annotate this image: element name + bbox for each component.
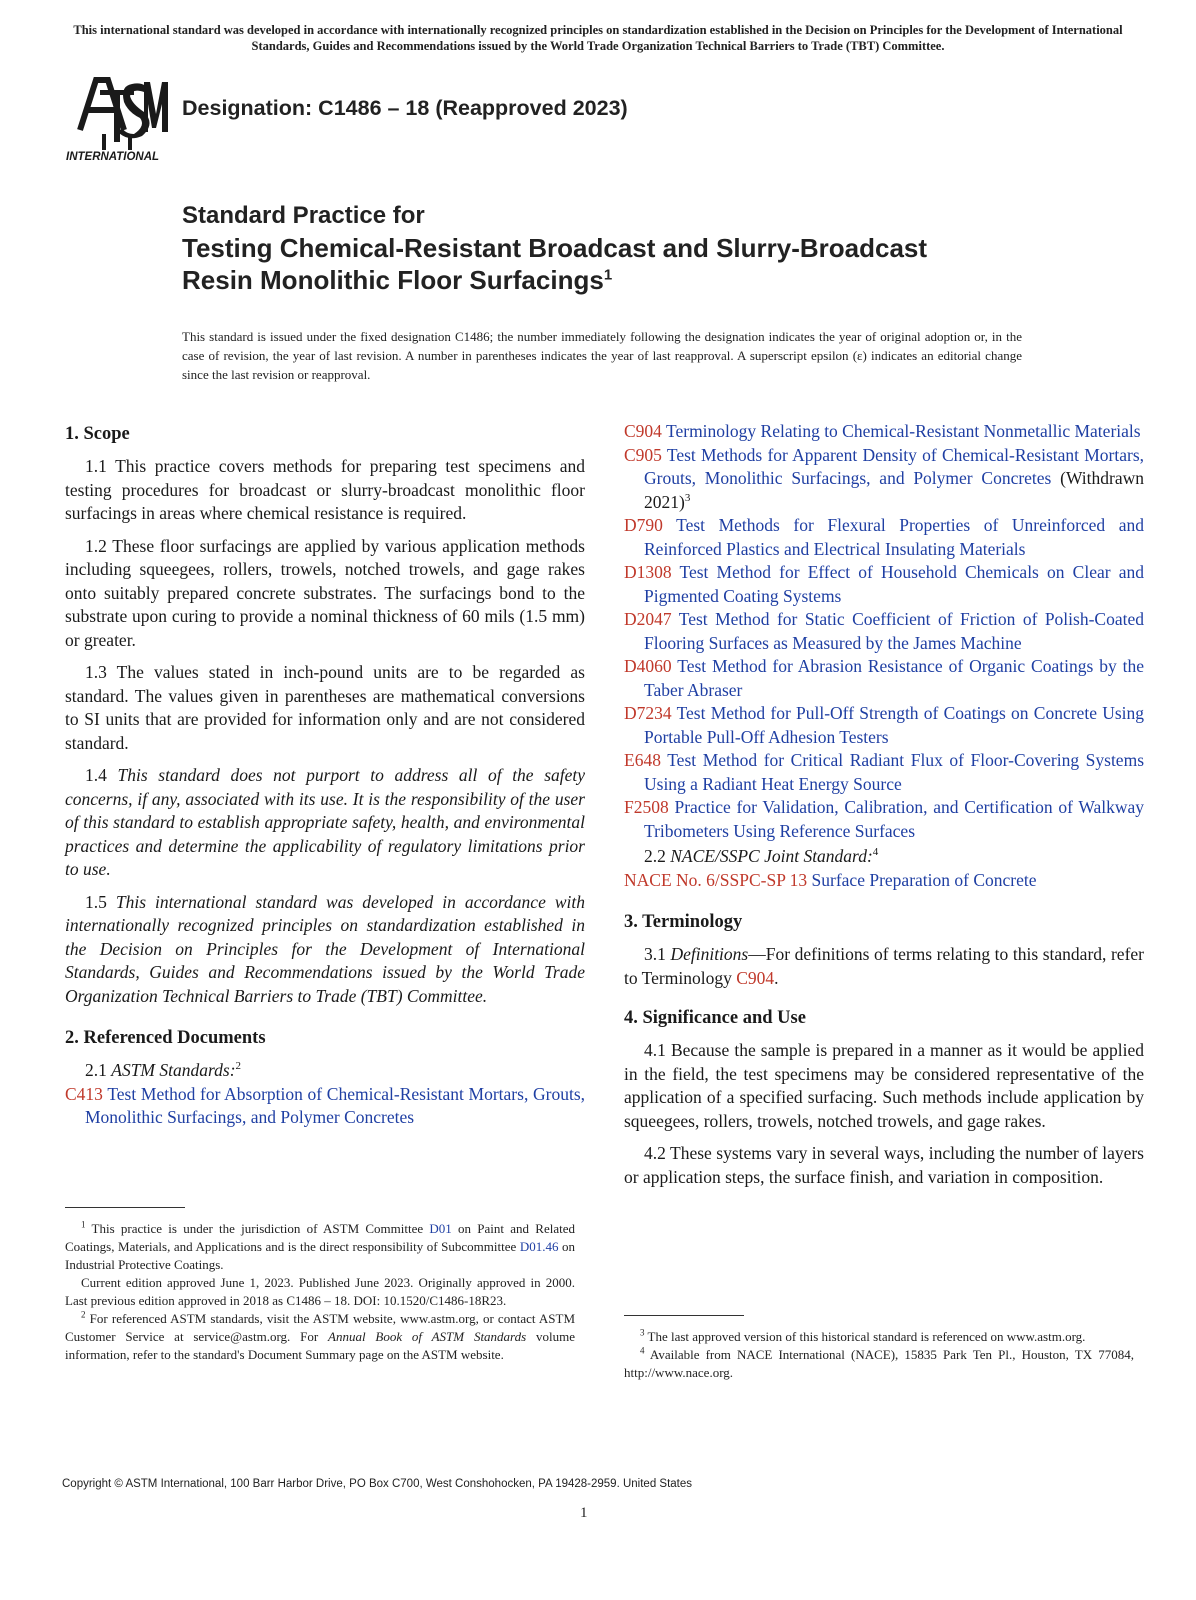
ref-d4060[interactable]: D4060 Test Method for Abrasion Resistance of Organic Coatings by the Taber Abraser	[624, 656, 1144, 700]
designation: Designation: C1486 – 18 (Reapproved 2023)	[182, 96, 628, 120]
scope-1-5: 1.5 This international standard was developed in accordance with internationally recognized principles on standardization established in the Decision on Principles for the Development of International Standards, Guides and Recommendations issued by the World Trade Organization Technical Barriers to Trade (TBT) Committee.	[65, 891, 586, 1006]
footnotes-right: $^3$ The last approved version of this historical standard is referenced on www.astm.org. $^4$ Available from NACE International (NACE), 15835 Park Ten Pl., Houston, TX 77084, http://www.nace.org.	[624, 1327, 1134, 1380]
ref-e648[interactable]: E648 Test Method for Critical Radiant Flux of Floor-Covering Systems Using a Radiant Heat Energy Source	[624, 750, 1145, 794]
ref-d790[interactable]: D790 Test Methods for Flexural Properties of Unreinforced and Reinforced Plastics and Electrical Insulating Materials	[624, 515, 1145, 559]
scope-1-4: 1.4 This standard does not purport to address all of the safety concerns, if any, associated with its use. It is the responsibility of the user of this standard to establish appropriate safety, health, and environmental practices and determine the applicability of regulatory limitations prior to use.	[65, 765, 586, 879]
ref-d7234[interactable]: D7234 Test Method for Pull-Off Strength of Coatings on Concrete Using Portable Pull-Off Adhesion Testers	[624, 703, 1144, 747]
right-column	[624, 420, 1144, 1198]
page-number: 1	[580, 1505, 588, 1521]
significance-4-1: 4.1 Because the sample is prepared in a manner as it would be applied in the field, the test specimens may be considered representative of the application of a specified surfacing. Such methods include application by squeegees, rollers, trowels, notched trowels, and gage rakes.	[624, 1040, 1144, 1131]
astm-standards-label: 2.1 ASTM Standards:$^2$	[85, 1060, 242, 1080]
tbt-notice: This international standard was developed in accordance with internationally recognized principles on standardization established in the Decision on Principles for the Development of International Standards, Guides and Recommendations issued by the World Trade Organization Technical Barriers to Trade (TBT) Committee.	[73, 23, 1123, 53]
scope-1-3: 1.3 The values stated in inch-pound units are to be regarded as standard. The values given in parentheses are mathematical conversions to SI units that are provided for information only and are not considered standard.	[65, 662, 585, 753]
scope-1-2: 1.2 These floor surfacings are applied by various application methods including squeegees, rollers, trowels, notched trowels, and gage rakes onto suitably prepared concrete substrates. The surfacings bond to the substrate upon curing to provide a nominal thickness of 60 mils (1.5 mm) or greater.	[65, 535, 585, 650]
astm-logo	[62, 68, 172, 164]
referenced-heading: 2. Referenced Documents	[65, 1028, 266, 1048]
title-line-3: Resin Monolithic Floor Surfacings	[182, 265, 604, 295]
ref-c904[interactable]: C904 Terminology Relating to Chemical-Resistant Nonmetallic Materials	[624, 421, 1141, 441]
ref-c905[interactable]: C905 Test Methods for Apparent Density of Chemical-Resistant Mortars, Grouts, Monolithic Surfacings, and Polymer Concretes (Withdrawn 2021)$^3$	[624, 444, 1145, 512]
title-footnote-mark: 1	[603, 266, 613, 284]
nace-label: 2.2 NACE/SSPC Joint Standard:$^4$	[644, 846, 879, 866]
terminology-3-1: 3.1 Definitions—For definitions of terms relating to this standard, refer to Terminology C904.	[624, 944, 1144, 988]
scope-1-1: 1.1 This practice covers methods for preparing test specimens and testing procedures for broadcast or slurry-broadcast monolithic floor surfacings in areas where chemical resistance is required.	[65, 456, 585, 523]
footnote-rule-right	[624, 1315, 744, 1316]
left-column	[65, 422, 585, 1130]
footnotes-left: $^1$ This practice is under the jurisdiction of ASTM Committee D01 on Paint and Related Coatings, Materials, and Applications and is the direct responsibility of Subcommittee D01.46 on Industrial Protective Coatings. Current edition approved June 1, 2023. Published June 2023. Originally approved in 2000. Last previous edition approved in 2018 as C1486 – 18. DOI: 10.1520/C1486-18R23. $^2$ For referenced ASTM standards, visit the ASTM website, www.astm.org, or contact ASTM Customer Service at service@astm.org. For Annual Book of ASTM Standards volume information, refer to the standard's Document Summary page on the ASTM website.	[65, 1219, 576, 1362]
title-line-2: Testing Chemical-Resistant Broadcast and Slurry-Broadcast	[182, 233, 928, 263]
issued-note: This standard is issued under the fixed designation C1486; the number immediately following the designation indicates the year of original adoption or, in the case of revision, the year of last revision. A number in parentheses indicates the year of last reapproval. A superscript epsilon (ε) indicates an editorial change since the last revision or reapproval.	[182, 329, 1022, 382]
ref-d2047[interactable]: D2047 Test Method for Static Coefficient of Friction of Polish-Coated Flooring Surfaces as Measured by the James Machine	[624, 609, 1144, 653]
significance-heading: 4. Significance and Use	[624, 1008, 806, 1028]
title-line-1: Standard Practice for	[182, 202, 425, 229]
ref-f2508[interactable]: F2508 Practice for Validation, Calibration, and Certification of Walkway Tribometers Using Reference Surfaces	[624, 797, 1145, 841]
link-d01-46[interactable]: D01.46	[519, 1239, 559, 1254]
document-title	[182, 200, 1082, 296]
ref-c413[interactable]: C413 Test Method for Absorption of Chemical-Resistant Mortars, Grouts, Monolithic Surfacings, and Polymer Concretes	[65, 1083, 586, 1127]
logo-caption: INTERNATIONAL	[66, 151, 160, 163]
scope-heading: 1. Scope	[65, 424, 130, 444]
significance-4-2: 4.2 These systems vary in several ways, including the number of layers or application steps, the surface finish, and variation in composition.	[624, 1143, 1144, 1187]
terminology-heading: 3. Terminology	[624, 912, 743, 932]
copyright: Copyright © ASTM International, 100 Barr Harbor Drive, PO Box C700, West Conshohocken, PA 19428-2959. United States	[62, 1478, 693, 1490]
link-d01[interactable]: D01	[429, 1221, 452, 1236]
ref-nace[interactable]: NACE No. 6/SSPC-SP 13 Surface Preparation of Concrete	[624, 869, 1037, 890]
link-c904[interactable]: C904	[736, 967, 775, 988]
footnote-rule-left	[65, 1207, 185, 1208]
ref-d1308[interactable]: D1308 Test Method for Effect of Household Chemicals on Clear and Pigmented Coating Systems	[624, 562, 1144, 606]
